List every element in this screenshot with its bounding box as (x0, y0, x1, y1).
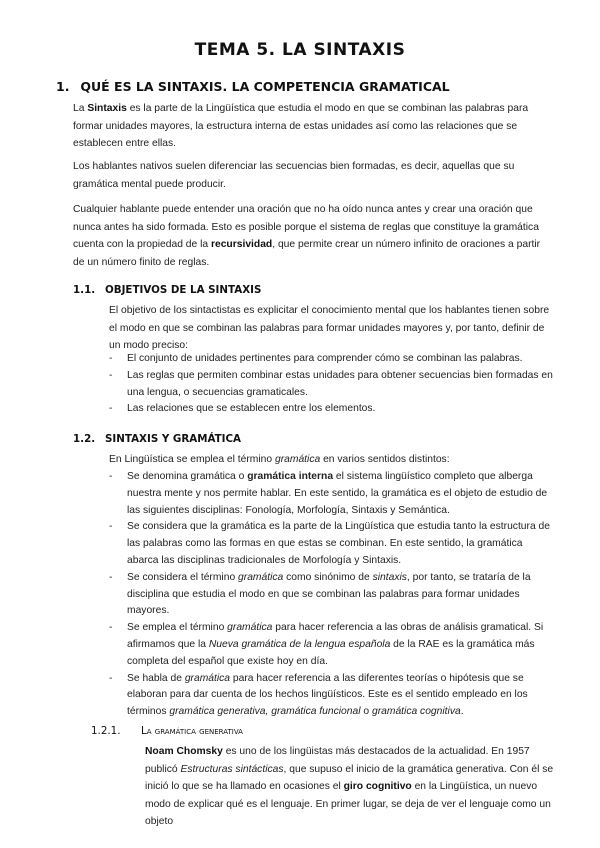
list-item: - Se denomina gramática o gramática interna el sistema lingüístico completo que alberga nuestra mente y nos permite hablar. En este sentido, la gramática es el objeto de estudio de las siguientes disciplinas: Fonología, Morfología, Sintaxis y Semántica. (109, 469, 553, 519)
list-item: - Se habla de gramática para hacer referencia a las diferentes teorías o hipótesis que se elaboran para dar cuenta de los hechos lingüísticos. Este es el sentido empleado en los términos gramática generativa, gramática funcional o gramática cognitiva. (109, 671, 553, 721)
paragraph-chomsky: Noam Chomsky es uno de los lingüistas más destacados de la actualidad. En 1957 publicó Estructuras sintácticas, que supuso el inicio de la gramática generativa. Con él se inició lo que se ha llamado en ocasiones el giro cognitivo en la Lingüística, un nuevo modo de explicar qué es el lenguaje. En primer lugar, se deja de ver el lenguaje como un objeto (145, 746, 554, 828)
document-title: TEMA 5. LA SINTAXIS (194, 40, 406, 60)
subsection-number: 1.2. (73, 433, 96, 445)
subsection-title: OBJETIVOS DE LA SINTAXIS (105, 284, 262, 296)
gramatica-senses-list (109, 469, 553, 721)
subsection-number: 1.2.1. (91, 725, 121, 737)
list-item: - Las reglas que permiten combinar estas unidades para obtener secuencias bien formadas en una lengua, o secuencias gramaticales. (109, 368, 553, 402)
list-item: - Se considera el término gramática como sinónimo de sintaxis, por tanto, se trataría de la disciplina que estudia el modo en que se combinan las palabras para formar unidades mayores. (109, 570, 553, 620)
paragraph-recursividad: Cualquier hablante puede entender una oración que no ha oído nunca antes y crear una oración que nunca antes ha sido formada. Esto es posible porque el sistema de reglas que constituye la gramática cuenta con la propiedad de la recursividad, que permite crear un número infinito de oraciones a partir de un número finito de reglas. (73, 204, 541, 268)
paragraph-sintaxis-definition: La Sintaxis es la parte de la Lingüística que estudia el modo en que se combinan las palabras para formar unidades mayores, la estructura interna de estas unidades así como las relaciones que se establecen entre ellas. (73, 103, 529, 150)
section-number: 1. (56, 79, 70, 94)
bold-term: recursividad (210, 239, 273, 251)
subsection-title: SINTAXIS Y GRAMÁTICA (105, 433, 242, 445)
bold-term: Sintaxis (87, 103, 127, 114)
paragraph-hablantes-nativos: Los hablantes nativos suelen diferenciar las secuencias bien formadas, es decir, aquellas que su gramática mental puede producir. (73, 161, 515, 190)
subsection-title: La gramática generativa (141, 725, 243, 737)
list-item: - Se considera que la gramática es la parte de la Lingüística que estudia tanto la estructura de las palabras como las formas en que estas se combinan. En este sentido, la gramática abarca las disciplinas tradicionales de Morfología y Sintaxis. (109, 519, 553, 569)
section-1-heading (56, 79, 450, 94)
list-item: - El conjunto de unidades pertinentes para comprender cómo se combinan las palabras. (109, 351, 553, 368)
list-item: - Las relaciones que se establecen entre los elementos. (109, 401, 553, 418)
section-title: QUÉ ES LA SINTAXIS. LA COMPETENCIA GRAMATICAL (80, 79, 450, 94)
paragraph-objetivos: El objetivo de los sintactistas es explicitar el conocimiento mental que los hablantes tienen sobre el modo en que se combinan las palabras para formar unidades mayores y, por tanto, definir de un modo preciso: (109, 305, 550, 352)
list-item: - Se emplea el término gramática para hacer referencia a las obras de análisis gramatical. Si afirmamos que la Nueva gramática de la lengua española de la RAE es la gramática más completa del español que existe hoy en día. (109, 620, 553, 670)
paragraph-gramatica-intro: En Lingüística se emplea el término gramática en varios sentidos distintos: (109, 454, 450, 465)
objetivos-list (109, 351, 553, 418)
subsection-number: 1.1. (73, 284, 96, 296)
